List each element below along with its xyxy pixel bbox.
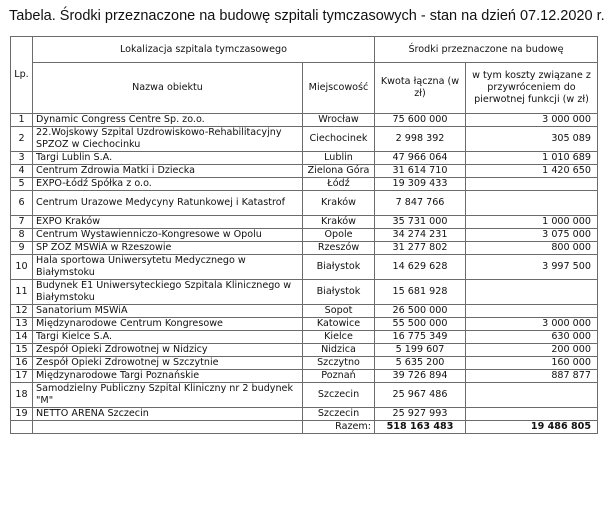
row-restore: 3 075 000	[466, 229, 598, 242]
totals-label: Razem:	[303, 421, 375, 434]
row-restore: 305 089	[466, 127, 598, 152]
row-name: 22.Wojskowy Szpital Uzdrowiskowo-Rehabilitacyjny SPZOZ w Ciechocinku	[33, 127, 303, 152]
row-restore	[466, 178, 598, 191]
row-name: Budynek E1 Uniwersyteckiego Szpitala Klinicznego w Białymstoku	[33, 280, 303, 305]
row-lp: 6	[11, 191, 33, 216]
row-name: Dynamic Congress Centre Sp. zo.o.	[33, 114, 303, 127]
row-city: Szczytno	[303, 357, 375, 370]
row-restore: 3 000 000	[466, 114, 598, 127]
table-row	[11, 408, 598, 421]
row-lp: 4	[11, 165, 33, 178]
table-row	[11, 229, 598, 242]
row-total: 2 998 392	[375, 127, 466, 152]
row-name: Centrum Zdrowia Matki i Dziecka	[33, 165, 303, 178]
row-name: Sanatorium MSWiA	[33, 305, 303, 318]
row-name: NETTO ARENA Szczecin	[33, 408, 303, 421]
row-city: Szczecin	[303, 383, 375, 408]
row-city: Zielona Góra	[303, 165, 375, 178]
row-lp: 3	[11, 152, 33, 165]
header-funds-group: Środki przeznaczone na budowę	[375, 37, 598, 63]
totals-lp-cell	[11, 421, 33, 434]
row-name: Zespół Opieki Zdrowotnej w Szczytnie	[33, 357, 303, 370]
row-name: Targi Kielce S.A.	[33, 331, 303, 344]
row-name: Centrum Wystawienniczo-Kongresowe w Opolu	[33, 229, 303, 242]
row-restore: 887 877	[466, 370, 598, 383]
row-lp: 15	[11, 344, 33, 357]
row-lp: 5	[11, 178, 33, 191]
table-row	[11, 318, 598, 331]
row-city: Ciechocinek	[303, 127, 375, 152]
row-name: SP ZOZ MSWiA w Rzeszowie	[33, 242, 303, 255]
row-total: 31 614 710	[375, 165, 466, 178]
row-restore: 3 997 500	[466, 255, 598, 280]
header-city: Miejscowość	[303, 63, 375, 114]
row-name: Międzynarodowe Centrum Kongresowe	[33, 318, 303, 331]
header-lp: Lp.	[11, 37, 33, 114]
table-row	[11, 114, 598, 127]
row-restore: 1 420 650	[466, 165, 598, 178]
row-lp: 19	[11, 408, 33, 421]
row-name: Hala sportowa Uniwersytetu Medycznego w Białymstoku	[33, 255, 303, 280]
row-lp: 16	[11, 357, 33, 370]
table-row	[11, 331, 598, 344]
row-total: 55 500 000	[375, 318, 466, 331]
row-total: 15 681 928	[375, 280, 466, 305]
hospital-funds-table	[10, 36, 598, 434]
row-city: Nidzica	[303, 344, 375, 357]
row-total: 47 966 064	[375, 152, 466, 165]
row-city: Kraków	[303, 216, 375, 229]
row-city: Kielce	[303, 331, 375, 344]
row-lp: 9	[11, 242, 33, 255]
header-name: Nazwa obiektu	[33, 63, 303, 114]
table-row	[11, 357, 598, 370]
row-lp: 14	[11, 331, 33, 344]
table-body	[11, 114, 598, 421]
row-restore	[466, 280, 598, 305]
row-restore: 3 000 000	[466, 318, 598, 331]
header-total: Kwota łączna (w zł)	[375, 63, 466, 114]
row-lp: 11	[11, 280, 33, 305]
header-location-group: Lokalizacja szpitala tymczasowego	[33, 37, 375, 63]
row-restore: 630 000	[466, 331, 598, 344]
row-total: 19 309 433	[375, 178, 466, 191]
table-row	[11, 165, 598, 178]
table-caption: Tabela. Środki przeznaczone na budowę szpitali tymczasowych - stan na dzień 07.12.2020 r.	[9, 8, 605, 24]
row-lp: 7	[11, 216, 33, 229]
row-restore: 800 000	[466, 242, 598, 255]
row-city: Katowice	[303, 318, 375, 331]
totals-name-cell	[33, 421, 303, 434]
row-lp: 12	[11, 305, 33, 318]
row-total: 75 600 000	[375, 114, 466, 127]
table-row	[11, 344, 598, 357]
row-total: 26 500 000	[375, 305, 466, 318]
row-city: Rzeszów	[303, 242, 375, 255]
row-total: 5 199 607	[375, 344, 466, 357]
row-city: Poznań	[303, 370, 375, 383]
totals-row	[11, 421, 598, 434]
row-lp: 8	[11, 229, 33, 242]
row-city: Szczecin	[303, 408, 375, 421]
row-total: 25 967 486	[375, 383, 466, 408]
row-lp: 10	[11, 255, 33, 280]
row-name: Międzynarodowe Targi Poznańskie	[33, 370, 303, 383]
row-name: EXPO-Łódź Spółka z o.o.	[33, 178, 303, 191]
row-city: Białystok	[303, 255, 375, 280]
row-restore	[466, 191, 598, 216]
table-row	[11, 127, 598, 152]
row-total: 31 277 802	[375, 242, 466, 255]
row-city: Białystok	[303, 280, 375, 305]
row-city: Sopot	[303, 305, 375, 318]
table-row	[11, 383, 598, 408]
totals-total: 518 163 483	[375, 421, 466, 434]
row-name: Samodzielny Publiczny Szpital Kliniczny nr 2 budynek "M"	[33, 383, 303, 408]
row-total: 14 629 628	[375, 255, 466, 280]
row-name: Centrum Urazowe Medycyny Ratunkowej i Katastrof	[33, 191, 303, 216]
row-total: 5 635 200	[375, 357, 466, 370]
row-restore	[466, 408, 598, 421]
row-name: EXPO Kraków	[33, 216, 303, 229]
row-city: Wrocław	[303, 114, 375, 127]
row-lp: 1	[11, 114, 33, 127]
table-row	[11, 305, 598, 318]
row-restore: 160 000	[466, 357, 598, 370]
row-restore: 1 000 000	[466, 216, 598, 229]
row-lp: 18	[11, 383, 33, 408]
table-row	[11, 280, 598, 305]
row-total: 39 726 894	[375, 370, 466, 383]
table-row	[11, 370, 598, 383]
row-name: Targi Lublin S.A.	[33, 152, 303, 165]
row-lp: 13	[11, 318, 33, 331]
row-city: Opole	[303, 229, 375, 242]
row-city: Łódź	[303, 178, 375, 191]
row-restore	[466, 383, 598, 408]
table-row	[11, 242, 598, 255]
totals-restore: 19 486 805	[466, 421, 598, 434]
row-total: 25 927 993	[375, 408, 466, 421]
row-total: 16 775 349	[375, 331, 466, 344]
table-row	[11, 152, 598, 165]
table-row	[11, 216, 598, 229]
row-lp: 17	[11, 370, 33, 383]
row-total: 35 731 000	[375, 216, 466, 229]
row-restore: 1 010 689	[466, 152, 598, 165]
row-city: Lublin	[303, 152, 375, 165]
table-row	[11, 191, 598, 216]
table-row	[11, 178, 598, 191]
row-city: Kraków	[303, 191, 375, 216]
row-lp: 2	[11, 127, 33, 152]
row-total: 34 274 231	[375, 229, 466, 242]
row-restore	[466, 305, 598, 318]
table-row	[11, 255, 598, 280]
header-restore: w tym koszty związane z przywróceniem do pierwotnej funkcji (w zł)	[466, 63, 598, 114]
row-restore: 200 000	[466, 344, 598, 357]
row-total: 7 847 766	[375, 191, 466, 216]
row-name: Zespół Opieki Zdrowotnej w Nidzicy	[33, 344, 303, 357]
